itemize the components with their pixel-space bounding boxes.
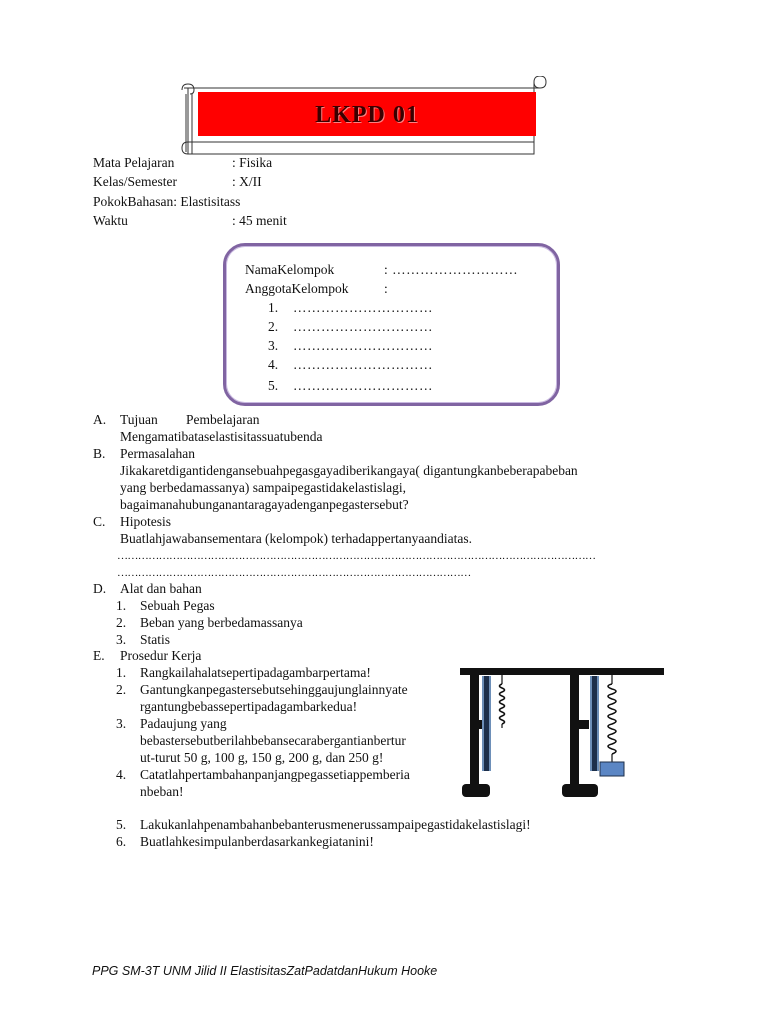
- list-item-cont: bebastersebutberilahbebansecarabergantianbertur: [140, 733, 406, 748]
- section-c-title: Hipotesis: [120, 514, 172, 529]
- member-field[interactable]: …………………………: [293, 378, 433, 393]
- info-label-class: Kelas/Semester: [93, 174, 177, 189]
- list-item-cont: rgantungbebassepertipadagambarkedua!: [140, 699, 358, 714]
- info-value-subject: : Fisika: [232, 155, 273, 170]
- member-number: 1.: [268, 300, 279, 315]
- list-number: 6.: [116, 834, 127, 849]
- info-label-time: Waktu: [93, 213, 128, 228]
- list-number: 2.: [116, 615, 127, 630]
- list-number: 1.: [116, 598, 127, 613]
- section-a-title-2: Pembelajaran: [186, 412, 260, 427]
- info-value-time: : 45 menit: [232, 213, 287, 228]
- stand-with-spring-icon: [458, 668, 562, 800]
- list-number: 3.: [116, 716, 127, 731]
- list-number: 5.: [116, 817, 127, 832]
- section-e-letter: E.: [93, 648, 105, 663]
- list-number: 3.: [116, 632, 127, 647]
- member-number: 5.: [268, 378, 279, 393]
- section-d-letter: D.: [93, 581, 107, 596]
- list-number: 1.: [116, 665, 127, 680]
- info-label-topic: PokokBahasan: Elastisitass: [93, 194, 241, 209]
- section-b-letter: B.: [93, 446, 106, 461]
- section-a-letter: A.: [93, 412, 107, 427]
- member-number: 4.: [268, 357, 279, 372]
- section-b-text-2: yang berbedamassanya) sampaipegastidakelastislagi,: [120, 480, 407, 495]
- group-members-label: AnggotaKelompok: [245, 281, 349, 296]
- group-members-colon: :: [384, 281, 388, 296]
- info-label-subject: Mata Pelajaran: [93, 155, 175, 170]
- section-c-letter: C.: [93, 514, 106, 529]
- member-field[interactable]: …………………………: [293, 300, 433, 315]
- list-item: Padaujung yang: [140, 716, 227, 731]
- group-name-field[interactable]: : ………………………: [384, 262, 519, 277]
- list-item: Gantungkanpegastersebutsehinggaujunglainnyate: [140, 682, 408, 697]
- list-number: 2.: [116, 682, 127, 697]
- group-name-label: NamaKelompok: [245, 262, 335, 277]
- member-field[interactable]: …………………………: [293, 319, 433, 334]
- page-footer: PPG SM-3T UNM Jilid II ElastisitasZatPadatdanHukum Hooke: [92, 964, 438, 978]
- member-number: 2.: [268, 319, 279, 334]
- section-b-text-3: bagaimanahubunganantaragayadenganpegastersebut?: [120, 497, 409, 512]
- list-item: Beban yang berbedamassanya: [140, 615, 303, 630]
- list-item: Statis: [140, 632, 171, 647]
- member-field[interactable]: …………………………: [293, 338, 433, 353]
- list-item: Buatlahkesimpulanberdasarkankegiatanini!: [140, 834, 374, 849]
- member-field[interactable]: …………………………: [293, 357, 433, 372]
- section-b-title: Permasalahan: [120, 446, 195, 461]
- section-c-text: Buatlahjawabansementara (kelompok) terhadappertanyaandiatas.: [120, 531, 472, 546]
- section-b-text-1: Jikakaretdigantidengansebuahpegasgayadiberikangaya( digantungkanbeberapabeban: [120, 463, 578, 478]
- list-item: Catatlahpertambahanpanjangpegassetiappemberia: [140, 767, 410, 782]
- info-value-class: : X/II: [232, 174, 262, 189]
- list-number: 4.: [116, 767, 127, 782]
- section-a-text: Mengamatibataselastisitassuatubenda: [120, 429, 323, 444]
- list-item: Sebuah Pegas: [140, 598, 215, 613]
- list-item: Lakukanlahpenambahanbebanterusmenerussampaipegastidakelastislagi!: [140, 817, 531, 832]
- page-title: LKPD 01: [315, 102, 419, 128]
- member-number: 3.: [268, 338, 279, 353]
- section-e-title: Prosedur Kerja: [120, 648, 202, 663]
- section-d-title: Alat dan bahan: [120, 581, 202, 596]
- stand-with-spring-and-weight-icon: [558, 668, 668, 802]
- section-a-title-1: Tujuan: [120, 412, 158, 427]
- list-item-cont: ut-turut 50 g, 100 g, 150 g, 200 g, dan 250 g!: [140, 750, 384, 765]
- hypothesis-answer-line-1[interactable]: …………………………………………………………………………………………………………………………: [117, 550, 596, 562]
- list-item: Rangkailahalatsepertipadagambarpertama!: [140, 665, 371, 680]
- hypothesis-answer-line-2[interactable]: …………………………………………………………………………………………: [117, 567, 471, 579]
- list-item-cont: nbeban!: [140, 784, 184, 799]
